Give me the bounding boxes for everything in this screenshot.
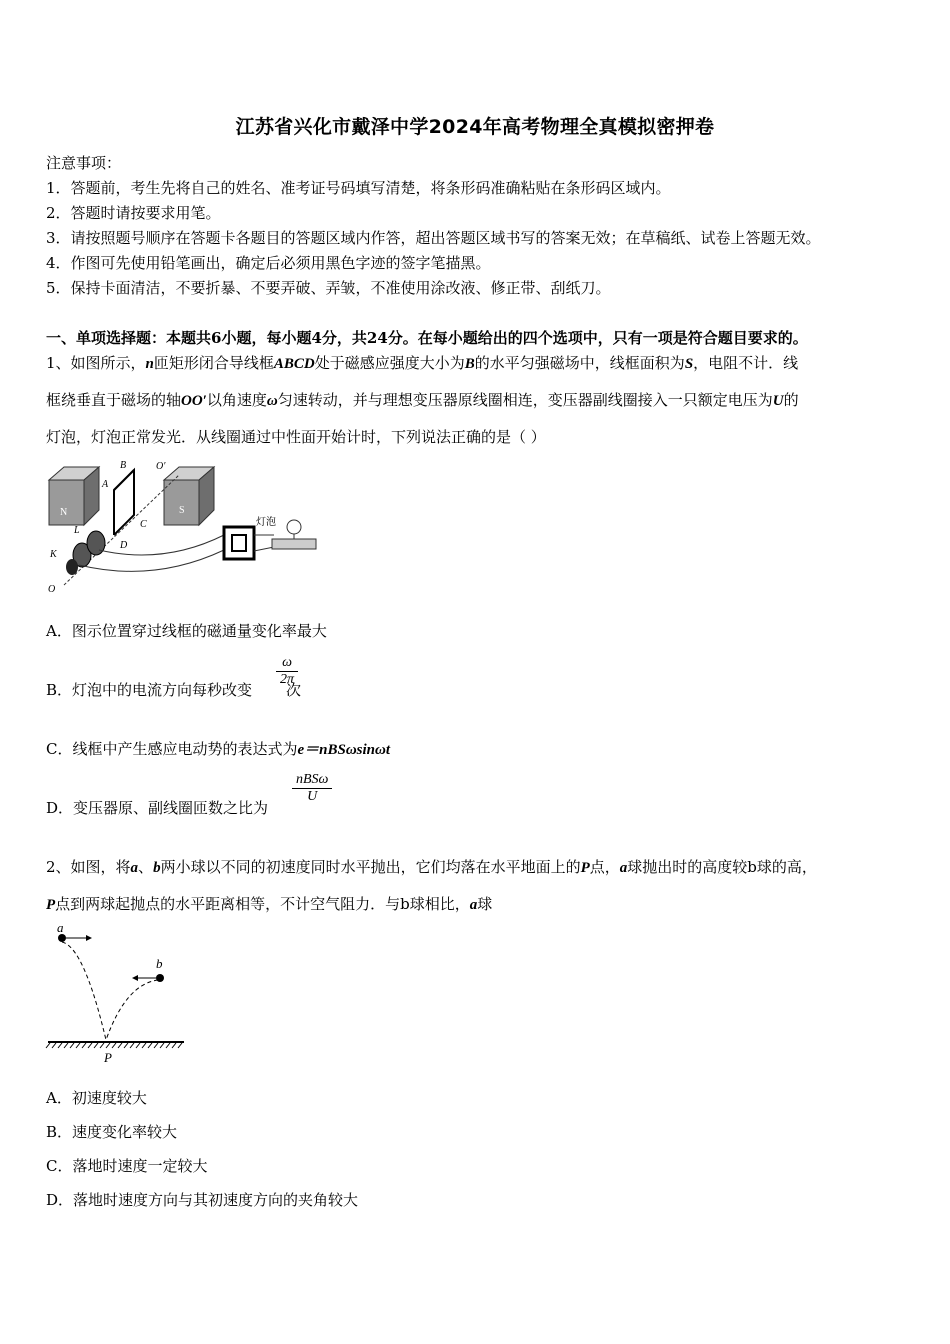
fig1-label-s: S <box>179 505 185 516</box>
q1-line-3: 灯泡，灯泡正常发光．从线圈通过中性面开始计时，下列说法正确的是（ ） <box>46 428 546 446</box>
notice-item-1: 1．答题前，考生先将自己的姓名、准考证号码填写清楚，将条形码准确粘贴在条形码区域内。 <box>46 179 671 197</box>
notice-item-5: 5．保持卡面清洁，不要折暴、不要弄破、弄皱，不准使用涂改液、修正带、刮纸刀。 <box>46 279 611 297</box>
q2-line-2: P点到两球起抛点的水平距离相等，不计空气阻力．与b球相比，a球 <box>46 895 493 913</box>
q1-line-2: 框绕垂直于磁场的轴OO′以角速度ω匀速转动，并与理想变压器原线圈相连，变压器副线圈接入一只额定电压为U的 <box>46 391 799 409</box>
fig2-label-p: P <box>104 1050 112 1065</box>
fig1-label-a: A <box>102 479 109 490</box>
q2-figure <box>44 922 189 1067</box>
q2-option-d[interactable]: D．落地时速度方向与其初速度方向的夹角较大 <box>46 1191 359 1209</box>
q1-option-a[interactable]: A．图示位置穿过线框的磁通量变化率最大 <box>46 622 327 640</box>
section-heading: 一、单项选择题：本题共6小题，每小题4分，共24分。在每小题给出的四个选项中，只有一项是符合题目要求的。 <box>46 329 808 347</box>
fig1-label-o: O <box>48 584 56 595</box>
notice-item-4: 4．作图可先使用铅笔画出，确定后必须用黑色字迹的签字笔描黑。 <box>46 254 491 272</box>
notice-item-2: 2．答题时请按要求用笔。 <box>46 204 221 222</box>
fig1-label-b: B <box>120 460 127 471</box>
fig1-label-k: K <box>50 549 57 560</box>
fig2-label-b: b <box>156 956 163 971</box>
notice-item-3: 3．请按照题号顺序在答题卡各题目的答题区域内作答，超出答题区域书写的答案无效；在草稿纸、试卷上答题无效。 <box>46 229 821 247</box>
q2-option-b[interactable]: B．速度变化率较大 <box>46 1123 178 1141</box>
fig1-label-l: L <box>74 525 80 536</box>
q1-line-1: 1、如图所示，n匝矩形闭合导线框ABCD处于磁感应强度大小为B的水平匀强磁场中，线框面积为S，电阻不计．线 <box>46 354 799 372</box>
q1-option-d-fraction: nBSω U <box>292 772 332 805</box>
q1-figure <box>44 455 334 595</box>
q1-option-b[interactable]: B．灯泡中的电流方向每秒改变 次 <box>46 681 302 699</box>
ball-b <box>156 974 164 982</box>
ball-a <box>58 934 66 942</box>
fig1-label-n: N <box>60 507 68 518</box>
fig1-label-d: D <box>120 540 128 551</box>
fig1-label-c: C <box>140 519 147 530</box>
q2-line-1: 2、如图，将a、b两小球以不同的初速度同时水平抛出，它们均落在水平地面上的P点，a球抛出时的高度较b球的高， <box>46 858 817 876</box>
q1-option-b-fraction: ω 2π <box>276 655 298 688</box>
q2-option-a[interactable]: A．初速度较大 <box>46 1089 147 1107</box>
page-title: 江苏省兴化市戴泽中学2024年高考物理全真模拟密押卷 <box>235 116 715 138</box>
fig2-label-a: a <box>57 920 64 935</box>
notice-heading: 注意事项： <box>46 154 122 172</box>
q2-option-c[interactable]: C．落地时速度一定较大 <box>46 1157 208 1175</box>
q1-option-c[interactable]: C．线框中产生感应电动势的表达式为e＝nBSωsinωt <box>46 740 391 758</box>
fig1-label-o-prime: O′ <box>156 461 166 472</box>
fig1-label-lamp: 灯泡 <box>256 517 276 528</box>
q1-option-d[interactable]: D．变压器原、副线圈匝数之比为 <box>46 799 269 817</box>
